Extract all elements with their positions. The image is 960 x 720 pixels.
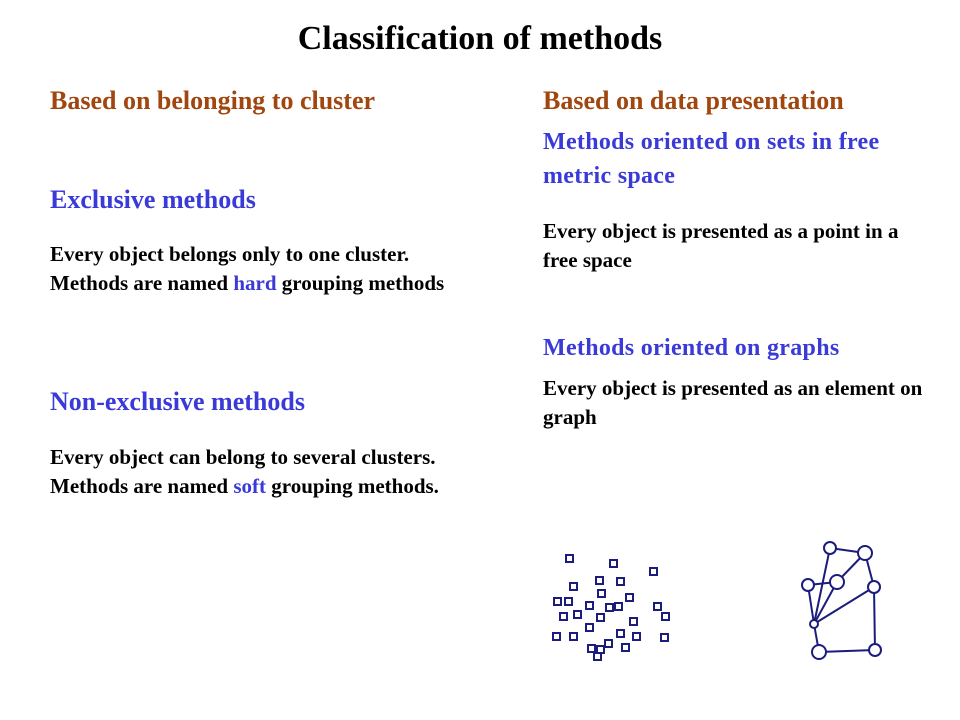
point-square	[610, 560, 617, 567]
point-square	[570, 633, 577, 640]
point-square	[662, 613, 669, 620]
point-square	[586, 624, 593, 631]
graph-node	[868, 581, 880, 593]
non-exclusive-text: Every object can belong to several clusters. Methods are named	[50, 445, 436, 498]
point-square	[598, 590, 605, 597]
left-column-heading: Based on belonging to cluster	[50, 86, 376, 115]
graph-node	[810, 620, 818, 628]
point-square	[566, 555, 573, 562]
point-square	[626, 594, 633, 601]
point-square	[617, 630, 624, 637]
point-square	[554, 598, 561, 605]
graph-node	[802, 579, 814, 591]
point-square	[606, 604, 613, 611]
point-square	[633, 633, 640, 640]
page-title: Classification of methods	[297, 20, 663, 57]
point-cloud-illustration	[553, 555, 669, 660]
graph-edge	[819, 650, 875, 652]
graph-node	[824, 542, 836, 554]
hard-highlight: hard	[233, 271, 277, 295]
point-square	[565, 598, 572, 605]
graph-node	[858, 546, 872, 560]
point-square	[617, 578, 624, 585]
point-square	[594, 653, 601, 660]
point-square	[586, 602, 593, 609]
graph-edge	[874, 587, 875, 650]
exclusive-text-end: grouping methods	[281, 271, 445, 295]
graph-methods-heading: Methods oriented on graphs	[543, 335, 840, 361]
non-exclusive-methods-heading: Non-exclusive methods	[50, 387, 305, 416]
graph-illustration	[802, 542, 881, 659]
point-square	[622, 644, 629, 651]
point-square	[661, 634, 668, 641]
graph-methods-description: Every object is presented as an element on graph	[543, 376, 923, 429]
point-square	[650, 568, 657, 575]
graph-edge	[814, 548, 830, 624]
point-square	[597, 614, 604, 621]
sets-methods-description: Every object is presented as a point in a free space	[543, 219, 899, 272]
exclusive-methods-heading: Exclusive methods	[50, 185, 256, 214]
graph-node	[812, 645, 826, 659]
soft-highlight: soft	[233, 474, 267, 498]
point-square	[570, 583, 577, 590]
point-square	[596, 577, 603, 584]
point-square	[560, 613, 567, 620]
point-square	[615, 603, 622, 610]
point-square	[574, 611, 581, 618]
point-square	[605, 640, 612, 647]
exclusive-text: Every object belongs only to one cluster. Methods are named	[50, 242, 410, 295]
non-exclusive-text-end: grouping methods.	[271, 474, 439, 498]
point-square	[597, 646, 604, 653]
point-square	[630, 618, 637, 625]
sets-methods-heading: Methods oriented on sets in free metric space	[543, 129, 880, 189]
graph-node	[869, 644, 881, 656]
point-square	[553, 633, 560, 640]
point-square	[654, 603, 661, 610]
graph-node	[830, 575, 844, 589]
point-square	[588, 645, 595, 652]
right-column-heading: Based on data presentation	[543, 86, 844, 115]
